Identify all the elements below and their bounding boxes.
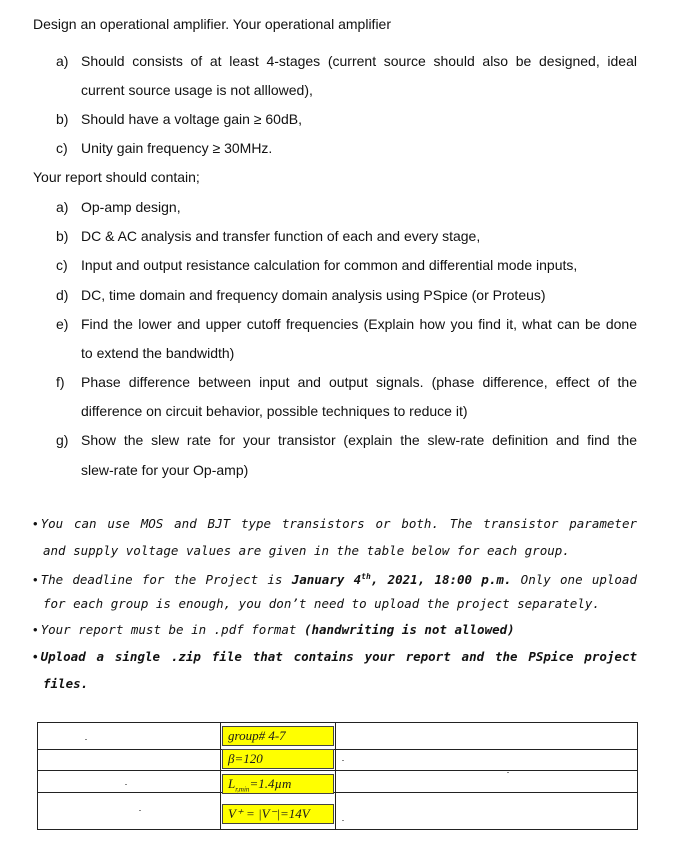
list-marker: a) [56, 199, 69, 215]
list-marker: a) [56, 53, 69, 69]
note-text: You can use MOS and BJT type transistors or both. The transistor parameter [40, 516, 637, 531]
date-superscript: th [361, 572, 371, 581]
table-border-right [637, 722, 638, 830]
report-item-text: Input and output resistance calculation for common and differential mode inputs, [81, 257, 578, 273]
bullet: • [33, 622, 38, 637]
note-deadline [33, 568, 637, 589]
report-item-text: Show the slew rate for your transistor (explain the slew-rate definition and find the [81, 432, 637, 448]
report-item-text: DC & AC analysis and transfer function of each and every stage, [81, 228, 481, 244]
report-item-text: Find the lower and upper cutoff frequencies (Explain how you find it, what can be done [81, 316, 637, 332]
lmin-symbol: L [228, 776, 236, 791]
lmin-subscript: r,min [235, 785, 250, 794]
list-marker: c) [56, 257, 68, 273]
table-row-divider [37, 792, 638, 793]
note-text: The deadline for the Project is [40, 572, 292, 588]
report-item-text: Op-amp design, [81, 199, 181, 215]
scan-artifact [125, 784, 127, 785]
requirement-text: Should consists of at least 4-stages (current source should also be designed, ideal [81, 53, 637, 69]
group-cell: group# 4-7 [222, 726, 334, 746]
scan-artifact [507, 772, 509, 773]
scan-artifact [342, 820, 344, 821]
note-deadline-continued: for each group is enough, you don’t need to upload the project separately. [43, 596, 600, 611]
requirement-text: Unity gain frequency ≥ 30MHz. [81, 140, 273, 156]
handwriting-warning: (handwriting is not allowed) [303, 622, 515, 637]
beta-cell: β=120 [222, 749, 334, 769]
report-item-g-continued: slew-rate for your Op-amp) [81, 462, 249, 478]
scan-artifact [139, 810, 141, 811]
deadline-time: , 2021, 18:00 p.m. [370, 572, 512, 588]
report-item-text: Phase difference between input and output signals. (phase difference, effect of the [81, 374, 637, 390]
bullet: • [33, 572, 38, 588]
deadline-date: January 4 [291, 572, 362, 588]
report-item-e-continued: to extend the bandwidth) [81, 345, 235, 361]
report-heading: Your report should contain; [33, 169, 200, 185]
report-item-text: DC, time domain and frequency domain analysis using PSpice (or Proteus) [81, 287, 546, 303]
scan-artifact [85, 739, 87, 740]
table-column-divider [220, 722, 221, 830]
scan-artifact [342, 760, 344, 761]
table-row-divider [37, 749, 638, 750]
note-text: Your report must be in .pdf format [40, 622, 304, 637]
list-marker: c) [56, 140, 68, 156]
assignment-heading: Design an operational amplifier. Your operational amplifier [33, 16, 391, 32]
table-row-divider [37, 770, 638, 771]
report-item-f-continued: difference on circuit behavior, possible techniques to reduce it) [81, 403, 468, 419]
table-border-bottom [37, 829, 638, 830]
note-text-post: Only one upload [511, 572, 637, 588]
requirement-item-a-continued: current source usage is not alllowed), [81, 82, 313, 98]
supply-voltage-cell: V⁺ = |V⁻|=14V [222, 804, 334, 824]
note-transistors-continued: and supply voltage values are given in the table below for each group. [43, 543, 570, 558]
list-marker: e) [56, 316, 69, 332]
bullet: • [33, 516, 38, 531]
table-column-divider [335, 722, 336, 830]
note-upload-continued: files. [43, 676, 89, 691]
lmin-value: =1.4µm [249, 776, 292, 791]
list-marker: f) [56, 374, 65, 390]
bullet: • [33, 649, 38, 664]
note-upload [33, 648, 637, 666]
list-marker: d) [56, 287, 69, 303]
lmin-cell [222, 774, 334, 794]
table-border-top [37, 722, 638, 723]
list-marker: b) [56, 111, 69, 127]
note-transistors [33, 515, 637, 533]
list-marker: g) [56, 432, 69, 448]
note-format [33, 621, 637, 639]
parameter-table [37, 722, 638, 830]
requirement-text: Should have a voltage gain ≥ 60dB, [81, 111, 302, 127]
table-border-left [37, 722, 38, 830]
list-marker: b) [56, 228, 69, 244]
note-text: Upload a single .zip file that contains your report and the PSpice project [40, 649, 637, 664]
